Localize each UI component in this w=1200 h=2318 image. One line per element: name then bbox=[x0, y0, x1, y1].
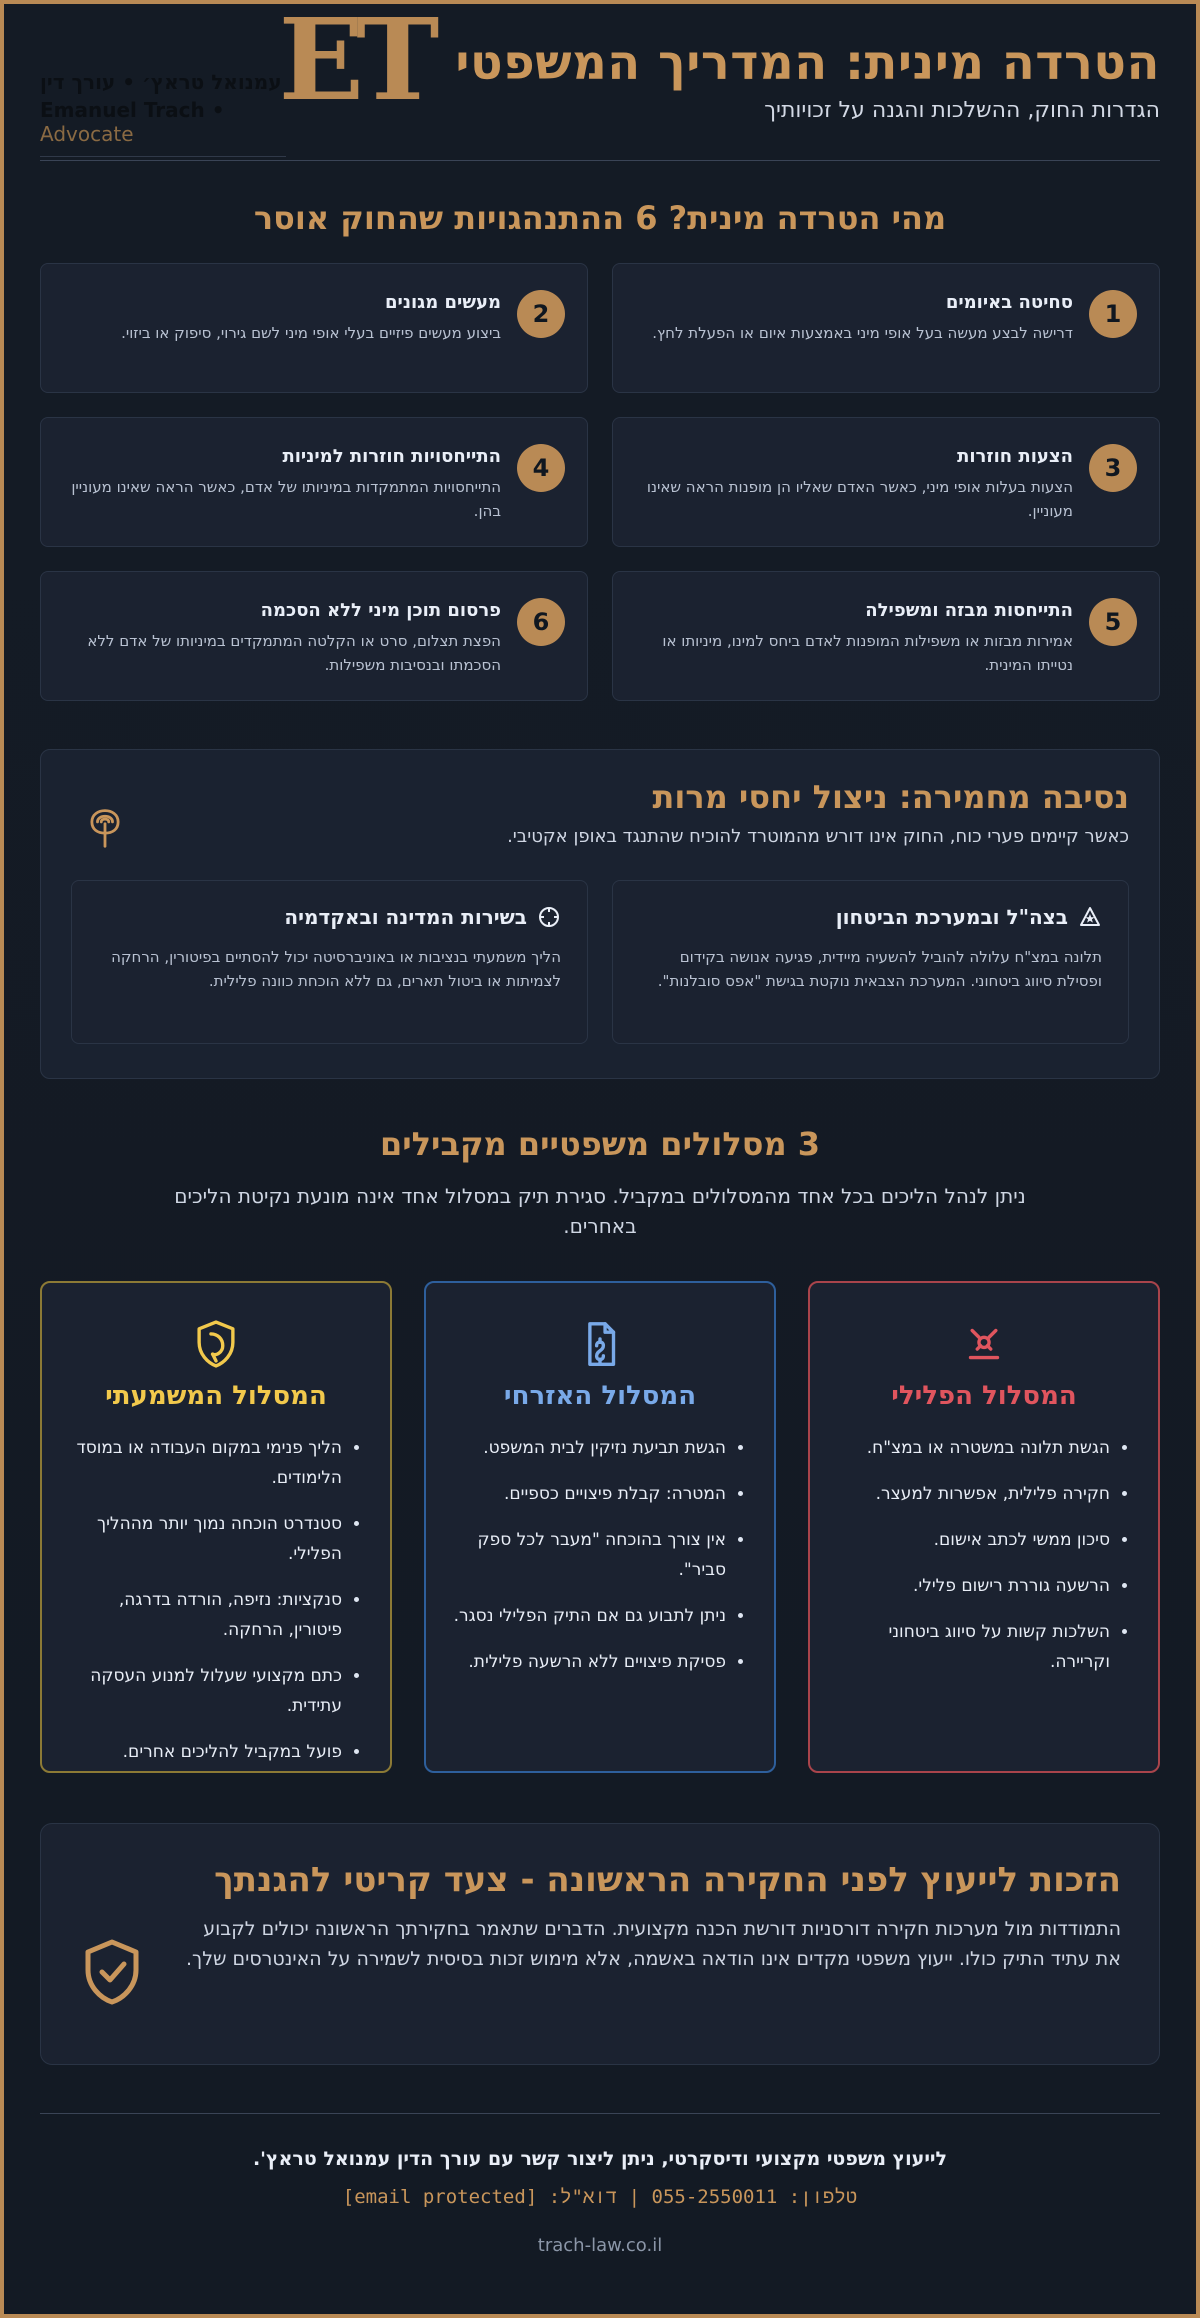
track-bullet: • סטנדרט הוכחה נמוך יותר מההליך הפלילי. bbox=[68, 1509, 342, 1569]
civil-service-text: הליך משמעתי בנציבות או באוניברסיטה יכול להסתיים בפיטורין, הרחקה לצמיתות או ביטול תארים, גם ללא הוכחת כוונה פלילית. bbox=[111, 948, 561, 990]
check-shield-icon bbox=[79, 1936, 145, 2008]
tracks-title: 3 מסלולים משפטיים מקבילים bbox=[379, 1125, 821, 1163]
track-bullet: • פסיקת פיצויים ללא הרשעה פלילית. bbox=[452, 1647, 726, 1677]
behavior-number: 1 bbox=[1089, 290, 1137, 338]
behavior-number: 2 bbox=[517, 290, 565, 338]
civil-service-title-row bbox=[98, 905, 561, 929]
header-divider bbox=[40, 160, 1160, 161]
behavior-title: התייחסות מבזה ומשפילה bbox=[865, 600, 1073, 621]
track-bullets bbox=[452, 1433, 748, 1677]
brand-underline bbox=[40, 156, 286, 157]
consult-text-block bbox=[173, 1858, 1121, 1974]
track-bullet: • סיכון ממשי לכתב אישום. bbox=[836, 1525, 1110, 1555]
aggravating-header bbox=[71, 778, 1129, 850]
footer-divider bbox=[40, 2113, 1160, 2114]
track-civil bbox=[424, 1281, 776, 1773]
behavior-number: 4 bbox=[517, 444, 565, 492]
behavior-card-1 bbox=[612, 263, 1160, 393]
behavior-number: 6 bbox=[517, 598, 565, 646]
aggravating-text bbox=[507, 778, 1129, 847]
behavior-text: דרישה לבצע מעשה בעל אופי מיני באמצעות איום או הפעלת לחץ. bbox=[652, 324, 1073, 342]
tracks-description: ניתן לנהל הליכים בכל אחד מהמסלולים במקביל. סגירת תיק במסלול אחד אינה מונעת נקיטת הליכים באחרים. bbox=[174, 1184, 1026, 1238]
track-title: המסלול האזרחי bbox=[503, 1381, 697, 1411]
aggravating-cards bbox=[71, 880, 1129, 1044]
behavior-body bbox=[63, 598, 501, 677]
track-title: המסלול המשמעתי bbox=[105, 1381, 327, 1411]
track-criminal bbox=[808, 1281, 1160, 1773]
track-bullet: • הליך פנימי במקום העבודה או במוסד הלימודים. bbox=[68, 1433, 342, 1493]
behavior-title: פרסום תוכן מיני ללא הסכמה bbox=[260, 600, 501, 621]
behavior-title: התייחסויות חוזרות למיניות bbox=[282, 446, 501, 467]
track-bullet: • ניתן לתבוע גם אם התיק הפלילי נסגר. bbox=[452, 1601, 726, 1631]
behavior-text: ביצוע מעשים פיזיים בעלי אופי מיני לשם גירוי, סיפוק או ביזוי. bbox=[121, 324, 501, 342]
track-bullet: • הגשת תלונה במשטרה או במצ"ח. bbox=[836, 1433, 1110, 1463]
shield-star-icon bbox=[1078, 905, 1102, 929]
aggravating-title: נסיבה מחמירה: ניצול יחסי מרות bbox=[652, 778, 1129, 816]
brand bbox=[40, 0, 432, 157]
track-bullets bbox=[836, 1433, 1132, 1677]
behavior-card-5 bbox=[612, 571, 1160, 701]
footer bbox=[4, 2148, 1196, 2256]
balance-icon bbox=[75, 790, 135, 850]
behavior-card-6 bbox=[40, 571, 588, 701]
track-bullets bbox=[68, 1433, 364, 1767]
siren-icon bbox=[957, 1317, 1011, 1371]
track-title: המסלול הפלילי bbox=[891, 1381, 1077, 1411]
track-bullet: • סנקציות: נזיפה, הורדה בדרגה, פיטורין, הרחקה. bbox=[68, 1585, 342, 1645]
army-card-title: בצה"ל ובמערכת הביטחון bbox=[835, 905, 1068, 929]
behavior-card-4 bbox=[40, 417, 588, 547]
army-card-title-row bbox=[639, 905, 1102, 929]
army-card-text: תלונה במצ"ח עלולה להוביל להשעיה מיידית, פגיעה אנושה בקידום ופסילת סיווג ביטחוני. המערכת הצבאית נוקטת בגישת "אפס סובלנות". bbox=[657, 948, 1102, 990]
track-bullet: • אין צורך בהוכחה "מעבר לכל ספק סביר". bbox=[452, 1525, 726, 1585]
aggravating-section bbox=[40, 749, 1160, 1079]
track-bullet: • פועל במקביל להליכים אחרים. bbox=[68, 1737, 342, 1767]
brand-text bbox=[40, 70, 290, 157]
behavior-body bbox=[63, 290, 501, 345]
consult-section bbox=[40, 1823, 1160, 2065]
footer-contact[interactable]: טלפון: 055-2550011 | דוא"ל: [email protected] bbox=[342, 2186, 858, 2208]
track-bullet: • כתם מקצועי שעלול למנוע העסקה עתידית. bbox=[68, 1661, 342, 1721]
behavior-title: מעשים מגונים bbox=[385, 292, 501, 313]
behavior-body bbox=[635, 290, 1073, 345]
footer-site-link[interactable]: trach-law.co.il bbox=[537, 2235, 663, 2256]
behavior-title: הצעות חוזרות bbox=[957, 446, 1073, 467]
page-title: הטרדה מינית: המדריך המשפטי bbox=[455, 35, 1160, 91]
behaviors-title: מהי הטרדה מינית? 6 ההתנהגויות שהחוק אוסר bbox=[253, 199, 947, 237]
behavior-card-3 bbox=[612, 417, 1160, 547]
behavior-card-2 bbox=[40, 263, 588, 393]
civil-service-card bbox=[71, 880, 588, 1044]
behaviors-grid bbox=[40, 263, 1160, 701]
behavior-number: 3 bbox=[1089, 444, 1137, 492]
behavior-text: הפצת תצלום, סרט או הקלטה המתמקדים במיניותו של אדם ללא הסכמתו ובנסיבות משפילות. bbox=[87, 632, 501, 674]
brand-separator: • bbox=[204, 98, 225, 122]
brand-name: Emanuel Trach bbox=[40, 98, 205, 122]
track-bullet: • הגשת תביעת נזיקין לבית המשפט. bbox=[452, 1433, 726, 1463]
brand-line-hebrew: עמנואל טראץ׳ • עורך דין bbox=[40, 70, 282, 94]
brand-logo: ET bbox=[278, 0, 432, 126]
title-block bbox=[440, 36, 1160, 123]
tracks-row bbox=[40, 1281, 1160, 1773]
behavior-title: סחיטה באיומים bbox=[945, 292, 1073, 313]
brand-line-english bbox=[40, 98, 290, 146]
footer-cta: לייעוץ משפטי מקצועי ודיסקרטי, ניתן ליצור קשר עם עורך הדין עמנואל טראץ'. bbox=[252, 2148, 948, 2170]
consult-title: הזכות לייעוץ לפני החקירה הראשונה - צעד קריטי להגנתך bbox=[214, 1860, 1121, 1900]
behavior-number: 5 bbox=[1089, 598, 1137, 646]
consult-text: התמודדות מול מערכות חקירה דורסניות דורשת הכנה מקצועית. הדברים שתאמר בחקירתך הראשונה יכולים לקבוע את עתיד התיק כולו. ייעוץ משפטי מקדים אינו הודאה באשמה, אלא מימוש זכות בסיסית לשמירה על האינטרסים שלך. bbox=[185, 1918, 1121, 1970]
army-card bbox=[612, 880, 1129, 1044]
behavior-text: אמירות מבזות או משפילות המופנות לאדם ביחס למינו, מיניותו או נטייתו המינית. bbox=[662, 632, 1073, 674]
aggravating-subtitle: כאשר קיימים פערי כוח, החוק אינו דורש מהמוטרד להוכיח שהתנגד באופן אקטיבי. bbox=[507, 826, 1129, 847]
header bbox=[40, 0, 1160, 160]
behavior-text: התייחסויות המתמקדות במיניותו של אדם, כאשר הראה שאינו מעוניין בהן. bbox=[71, 478, 501, 520]
track-bullet: • המטרה: קבלת פיצויים כספיים. bbox=[452, 1479, 726, 1509]
track-bullet: • חקירה פלילית, אפשרות למעצר. bbox=[836, 1479, 1110, 1509]
track-bullet: • הרשעה גוררת רישום פלילי. bbox=[836, 1571, 1110, 1601]
track-bullet: • השלכות קשות על סיווג ביטחוני וקריירה. bbox=[836, 1617, 1110, 1677]
civil-service-title: בשירות המדינה ובאקדמיה bbox=[284, 905, 527, 929]
track-disciplinary bbox=[40, 1281, 392, 1773]
behavior-text: הצעות בעלות אופי מיני, כאשר האדם שאליו הן מופנות הראה שאינו מעוניין. bbox=[646, 478, 1073, 520]
behavior-body bbox=[635, 444, 1073, 523]
document-icon bbox=[573, 1317, 627, 1371]
behavior-body bbox=[635, 598, 1073, 677]
behavior-body bbox=[63, 444, 501, 523]
brand-role: Advocate bbox=[40, 122, 134, 146]
page-subtitle: הגדרות החוק, ההשלכות והגנה על זכויותיך bbox=[764, 98, 1160, 123]
target-icon bbox=[537, 905, 561, 929]
badge-icon bbox=[189, 1317, 243, 1371]
